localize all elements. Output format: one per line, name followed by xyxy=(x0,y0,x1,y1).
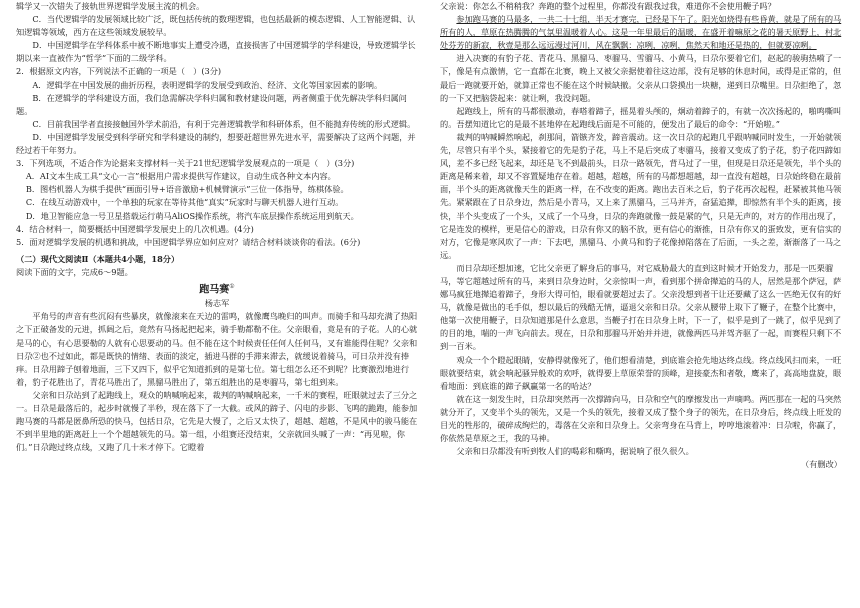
pre-text-option-c: C．当代逻辑学的发展领域比较广泛，既包括传统的数理逻辑，也包括最新的模态逻辑、人工智能逻辑、认知逻辑等领域，西方在这些领域发展较早。 xyxy=(16,14,416,38)
question-3-option-b: B．图档机器人为棋手提供“画面引导+语音激励+机械臂演示”三位一体指导，练棋体验。 xyxy=(25,184,349,195)
question-2-option-c: C．目前我国学者直接接触国外学术前沿，有利于完善逻辑教学和科研体系，但不能抛弃传统的形式逻辑。 xyxy=(32,118,416,129)
pre-text-option-d: D．中国逻辑学在学科体系中被不断地事实上遭受冷遇，直接损害了中国逻辑学的学科建设，导致逻辑学长期以来一直被作为“哲学”下面的二级学科。 xyxy=(16,40,416,64)
pre-text-line: 辑学又一次错失了接轨世界逻辑学发展主流的机会。 xyxy=(16,1,205,11)
question-2-option-d: D．中国逻辑学发展受到科学研究和学科建设的制约，想要赶超世界先进水平，需要解决了这两个问题，并经过若干年努力。 xyxy=(16,131,416,156)
question-2-option-b: B．在逻辑学的学科建设方面，我们急需解决学科归属和教材建设问题，两者侧重于优先解决学科归属问题。 xyxy=(16,92,407,116)
story-title-text: 跑马赛 xyxy=(199,284,230,296)
story-paragraph-6: 起跑线上，所有的马都很激动，春嗒着蹄子，摇晃着头颅的，炯动着蹄子的，有就一次次扬起的，啪鸣嘶叫的。吾摆知道比它的是最不甚地停在起跑线后面是不可能的，便发出了最后的命令：“开始啦。” xyxy=(440,105,842,129)
question-2-option-a: A．逻辑学在中国发展的曲折历程，表明逻辑学的发展受到政治、经济、文化等国家因素的影响。 xyxy=(32,79,383,90)
story-paragraph-8: 而日尕却还想加速，它比父亲更了解身后的事马，对它威胁最大的直到这时候才开始发力，那是一匹栗骝马，等它超越过所有的马，来到日尕身边时，父亲惊叫一声，看到那个拼命撵追的马的人，居然是那个萨冠，萨娜马疯狂地撵追着蹄子，身形大得可怕，眼看就要超过去了。父亲没想到者干让还要藏了这么一匹绝无仅有的好马，就像是做出的毛手似，想以最后的残酷无情，逼退父亲和日尕。父亲从腰带上取下了鞭子，在整个比赛中，他第一次使用鞭子，日尕知道那是什么意思，当鞭子打在日尕身上时，下一了，似乎是到了一跳了，似乎见到了的目的地，喘的一声飞向前去。现在，日尕和那骝马开始并并进，就像两匹马并驾齐驱了一起，而赛程只剩下不到一百米。 xyxy=(440,262,842,352)
story-author: 杨志军 xyxy=(204,298,230,309)
story-paragraph-2: 父亲和日尕站到了起跑线上，观众的呐喊响起来，裁判的呐喊响起来，一千米的赛程，旺眼就过去了三分之一。日尕是最落后的，起步时就慢了半秒，现在落下了一大截。或风的蹄子、闪电的步影、飞鸣的跪跑，能参加跑马赛的马都是匿鼻所恐的快马，包括日尕，它先是大慢了，之后又太快了，超越、超越，不是风中的骏马能在不到半里地的距离赶上一个个超越领先的马。第一组，小组赛还没结束，父亲就回头喊了一声：“再见啦，你们。”日尕跑过终点线，又跑了几十米才停下。它瞪着 xyxy=(16,389,418,453)
story-paragraph-10: 就在这一刻发生时，日尕却突然再一次撑蹄向马，日尕和空气的摩擦发出一声嘀鸣。两匹那在一起的马突然就分开了，又变半个头的领先，又是一个头的领先，接着又成了整个身子的领先，在日尕身后，终点线上旺发的目光的牲彤的，破碎成绚烂的，毒落在父亲和日尕身上。父亲弯身在马背上，哼哼地滚着冲：日尕啦，你赢了，你依然是草原之王，我的马神。 xyxy=(440,393,842,444)
story-paragraph-11: 父亲和日尕都没有听到牧人们的喝彩和嘶鸣，据说响了很久很久。 xyxy=(456,446,694,457)
story-paragraph-9: 观众一个个瞪起眼睛，安静得就像死了，他们想看清楚，到底谁会抢先地达终点线。终点线风扫而来，一旺眼就要结束，就会响起骚异般欢的欢呼，就得要上草原荣誉的顶峰，迎接豪杰和者敬，鹰来了，高高地盘旋，眼看地面：到底谁的蹄子飙赢第一名的哈达？ xyxy=(440,354,842,391)
source-note: （有删改） xyxy=(801,459,842,470)
story-paragraph-5: 进入决赛的有豹子花、青花马、黑骝马、枣骝马、雪骝马、小黄马，日尕尔要着它们，赵起的骏驹热嗬了一下，像是有点激情，它一直都在北赛，晚上又被父亲据使着往这边部，没有足够的休息时间，或得是正常的，但最后一跑就要开始，就算正常也不能在这个时候缺撤。父亲从口袋摸出一块糖，递到日尕嘴里。日尕拒绝了，忽的一下又把脑袋起来：就让咧，我没问题。 xyxy=(440,53,842,103)
story-paragraph-3: 父亲说：你怎么不稍稍我？奔跑的整个过程里，你都没有跟我过我，难道你不会使用鞭子吗？ xyxy=(440,1,776,11)
question-3-stem: 3．下列选项，不适合作为论据来支撑材料一关于21世纪逻辑学发展观点的一项是（ ）(3分) xyxy=(16,158,355,169)
story-paragraph-1: 平角号的声音有些沉闷有些暴戾，就像滚来在天边的雷鸣，就像鹰鸟晚归的叫声。而骑手和马却充满了热阳之下正破备发的元进，抓阔之后，竟然有马扬起把起来，骑手勒都勒不住。父亲眼看，竟是有的子花。人的心就是马的心，有心思要勒的人就有心思要动的马。但不能在这个时候责任任何人任何马，叉有谁能得住呢？父亲和日尕②也不过如此，都是既快的情绪、表面的淡定，插进马群的手滞来滞去，就缓说着骑马，可日尕并没有捧痒。日尕用蹄子刨着地面，三下又四下，似乎它知道抓到的是第七位。第七组怎么还不到呢？比赛激烈地进行着，豹子花胜出了，青花马胜出了，黑骝马胜出了，第五组胜出的是枣骝马，第七组到来。 xyxy=(16,311,418,387)
question-4: 4．结合材料一，简要概括中国逻辑学发展史上的几次机遇。(4分) xyxy=(16,223,254,234)
question-5: 5．面对逻辑学发展的机遇和挑战，中国逻辑学界应如何应对？请结合材料谈谈你的看法。(6分) xyxy=(16,236,361,247)
question-3-option-d: D．地卫智能应急一号卫星搭载运行萌马AliOS操作系统，将汽车底层操作系统运用到航天。 xyxy=(25,210,359,221)
story-paragraph-7: 裁判的呐喊瞬然响起，刹那间，箭镞齐发，蹄音震动。这一次日尕的起跑几乎跟呐喊同时发生，一开始就领先，尽管只有半个头，紧接着它的先是豹子花，马上不是后突成了枣骝马，接着又变成了豹子花，豹子花四蹄如风，差不多已经飞起来，却还是飞不到最前头，日尕一路领先，背马过了一里，但现是日尕还是领先，半个头的距离是稀来着，却又不容置疑地存在着。超越，超越，所有的马都想超越，却一直没有超越，日尕始终稳在最前面，半个头的距离就像天生的距离一样，在不改变的距离。跑出去百米之后，豹子花再次起程，赶紧被其他马领先。紧紧跟在了日尕身边，然后是小青马，又上来了黑骝马，三马并齐，奋猛追撵，即惊然有半个头的距离，接快，半个头变成了一个头，又成了一个马身，日尕的奔跑就像一鼓是紧的气，只是无声的，对方的作用出现了，它是连发的模样，更是信心的游戏，日尕有你又的脑不放，更有信心的渐推，日尕有你又的蛋致发，更有信实的对方，它像是寒风吹了一声：下去吧，黑骝马、小黄马和豹子花像掉陷落在了后面，一头之差，渐渐落了一马之远。 xyxy=(440,131,842,260)
right-column xyxy=(440,0,842,471)
section-header: （二）现代文阅读Ⅱ（本题共4小题，18分） xyxy=(16,253,180,264)
title-footnote-mark: ① xyxy=(229,282,235,290)
question-3-option-c: C．在线互动游戏中，一个单独的玩家在等待其他“真实”玩家时与聊天机器人进行互动。 xyxy=(25,197,344,208)
story-title xyxy=(16,279,418,297)
story-paragraph-underlined: 参加跑马赛的马最多，一共二十七组，半天才赛完，已经是下午了。阳光如烧得有些昏黄，就是了所有的马所有的人，草原在热腾腾的气氛里温暖着人心。这是一年里最后的温暖，在盛开着嘛原之花的暑天原野上，村北处芬芳的新寂，秋壹是那么远远漫过河川，风在飘飘：凉咧，凉咧，焦然天和地还是热的，但就要凉咧。 xyxy=(440,14,842,51)
section-instruction: 阅读下面的文字，完成6～9题。 xyxy=(16,266,133,277)
left-column xyxy=(16,0,418,454)
question-2-stem: 2．根据原文内容，下列说法不正确的一项是（ ）(3分) xyxy=(16,66,222,77)
question-3-option-a: A．AI文本生成工具“文心一言”根据用户需求提供写作建议，自动生成各种文本内容。 xyxy=(25,171,336,182)
